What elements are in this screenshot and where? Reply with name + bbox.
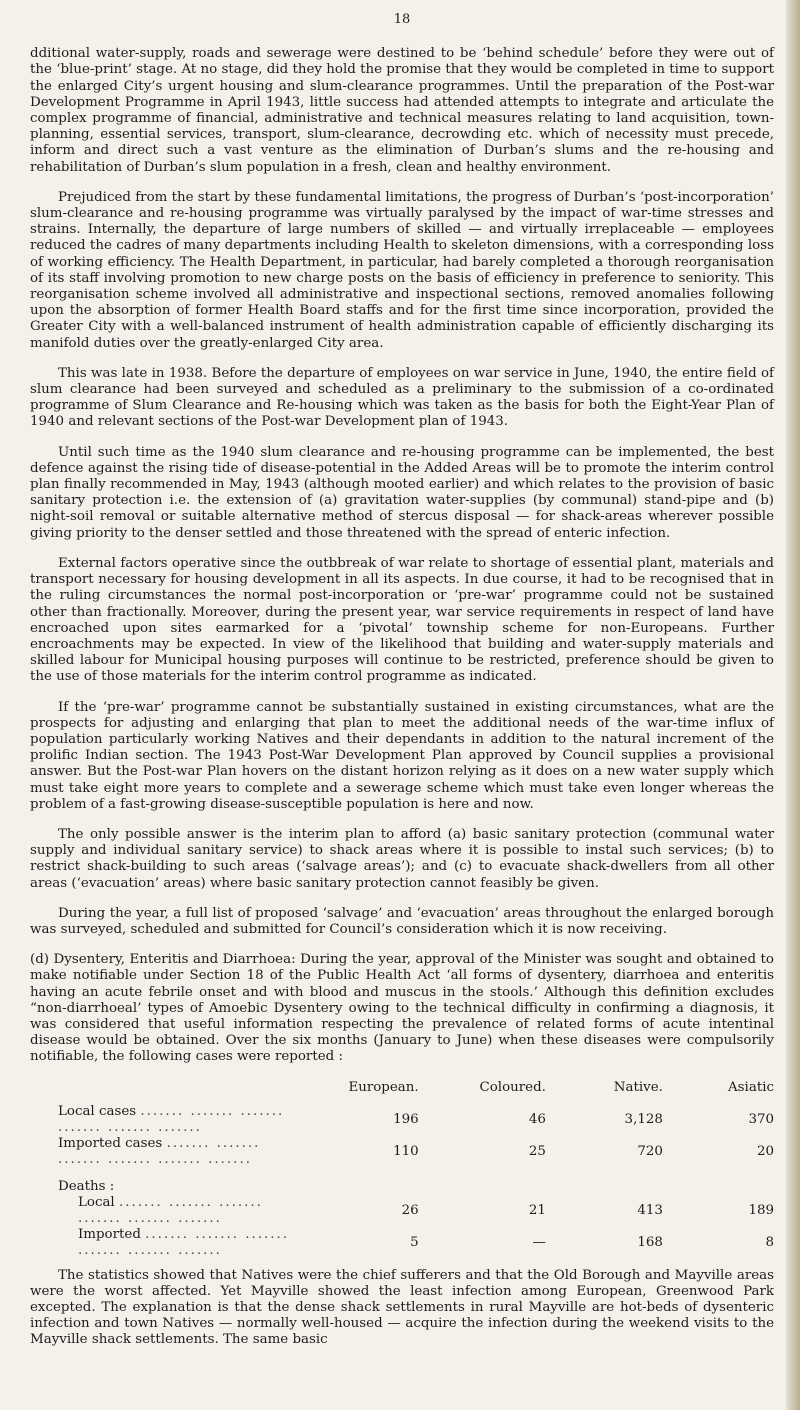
table-cell: 3,128 [624,1111,663,1127]
paragraph-3: This was late in 1938. Before the departure of employees on war service in June, 1940, the entire field of slum clearance had been surveyed and scheduled as a preliminary to the submission of a co-ordinated programme of Slum Clearance and Re-housing which was taken as the basis for both the Eight-Year Plan of 1940 and relevant sections of the Post-war Development plan of 1943. [30,365,774,430]
paragraph-1: dditional water-supply, roads and sewerage were destined to be ‘behind schedule’ before they were out of the ‘blue-print’ stage. At no stage, did they hold the promise that they would be completed in time to support the enlarged City’s urgent housing and slum-clearance programmes. Until the preparation of the Post-war Development Programme in April 1943, little success had attended attempts to integrate and articulate the complex programme of financial, administrative and technical measures relating to land acquisition, town-planning, essential services, transport, slum-clearance, decrowding etc. which of necessity must precede, inform and direct such a vast venture as the elimination of Durban’s slums and the re-housing and rehabilitation of Durban’s slum population in a fresh, clean and healthy environment. [30,46,774,175]
cases-table [30,1080,774,1260]
column-header-coloured: Coloured. [479,1079,546,1095]
leader-dots: ....... ....... ....... ....... ....... ....... [78,1194,263,1226]
row-label: Local [78,1194,115,1210]
page-edge-shadow [786,0,800,1410]
table-cell: 21 [528,1202,546,1218]
paragraph-2: Prejudiced from the start by these fundamental limitations, the progress of Durban’s ‘post-incorporation’ slum-clearance and re-housing programme was virtually paralysed by the impact of war-time stresses and strains. Internally, the departure of large numbers of skilled — and virtually irreplaceable — employees reduced the cadres of many departments including Health to skeleton dimensions, with a corresponding loss of working efficiency. The Health Department, in particular, had barely completed a thorough reorganisation of its staff involving promotion to new charge posts on the basis of efficiency in preference to seniority. This reorganisation scheme involved all administrative and inspectional sections, removed anomalies following upon the absorption of former Health Board staffs and for the first time since incorporation, provided the Greater City with a well-balanced instrument of health administration capable of efficiently discharging its manifold duties over the greatly-enlarged City area. [30,189,774,351]
table-cell: 168 [637,1235,663,1251]
paragraph-5: External factors operative since the outbbreak of war relate to shortage of essential plant, materials and transport necessary for housing development in all its aspects. In due course, it had to be recognised that in the ruling circumstances the normal post-incorporation or ‘pre-war’ programme could not be sustained other than fractionally. Moreover, during the present year, war service requirements in respect of land have encroached upon sites earmarked for a ‘pivotal’ township scheme for non-Europeans. Further encroachments may be expected. In view of the likelihood that building and water-supply materials and skilled labour for Municipal housing purposes will continue to be restricted, preference should be given to the use of those materials for the interim control programme as indicated. [30,555,774,685]
table-row-imported-cases [30,1136,774,1168]
table-cell: 26 [401,1202,419,1218]
leader-dots: ....... ....... ....... ....... ....... ....... [78,1227,290,1259]
paragraph-4: Until such time as the 1940 slum clearance and re-housing programme can be implemented, the best defence against the rising tide of disease-potential in the Added Areas will be to promote the interim control plan finally recommended in May, 1943 (although mooted earlier) and which relates to the provision of basic sanitary protection i.e. the extension of (a) gravitation water-supplies (by communal) stand-pipe and (b) night-soil removal or suitable alternative method of stercus disposal — for shack-areas wherever possible giving priority to the denser settled and those threatened with the spread of enteric infection. [30,444,774,541]
table-cell: 413 [637,1202,663,1218]
table-cell: 8 [765,1235,774,1251]
table-cell: 5 [410,1235,419,1251]
paragraph-6: If the ‘pre-war’ programme cannot be substantially sustained in existing circumstances, what are the prospects for adjusting and enlarging that plan to meet the additional needs of the war-time influx of population particularly working Natives and their dependants in addition to the natural increment of the prolific Indian section. The 1943 Post-War Development Plan approved by Council supplies a provisional answer. But the Post-war Plan hovers on the distant horizon relying as it does on a new water supply which must take eight more years to complete and a sewerage scheme which must take even longer whereas the problem of a fast-growing disease-susceptible population is here and now. [30,699,774,812]
table-cell: 196 [393,1111,419,1127]
column-header-asiatic: Asiatic [728,1079,774,1095]
row-label: Local cases [58,1103,137,1119]
table-header-row [30,1080,774,1104]
table-cell: 189 [748,1202,774,1218]
table-row-deaths-local [30,1195,774,1227]
table-cell: 25 [528,1144,546,1160]
leader-dots: ....... ....... ....... ....... ....... ....... [58,1136,261,1168]
table-cell: 20 [756,1144,774,1160]
column-header-european: European. [348,1079,419,1095]
paragraph-dysentery: (d) Dysentery, Enteritis and Diarrhoea: During the year, approval of the Minister was sought and obtained to make notifiable under Section 18 of the Public Health Act ‘all forms of dysentery, diarrhoea and enteritis having an acute febrile onset and with blood and muscus in the stools.’ Although this definition excludes “non-diarrhoeal’ types of Amoebic Dysentery owing to the technical difficulty in confirming a diagnosis, it was considered that useful information respecting the prevalence of related forms of acute intentinal disease would be obtained. Over the six months (January to June) when these diseases were compulsorily notifiable, the following cases were reported : [30,952,774,1065]
table-row-local-cases [30,1104,774,1136]
table-row-deaths-heading [30,1179,774,1195]
table-row-deaths-imported [30,1227,774,1259]
document-page [30,0,774,1363]
paragraph-7: The only possible answer is the interim plan to afford (a) basic sanitary protection (communal water supply and individual sanitary service) to shack areas where it is possible to instal such services; (b) to restrict shack-building to such areas (‘salvage areas’); and (c) to evacuate shack-dwellers from all other areas (‘evacuation’ areas) where basic sanitary protection cannot feasibly be given. [30,826,774,891]
table-cell: 370 [748,1111,774,1127]
table-cell: — [532,1235,546,1251]
page-number: 18 [393,12,411,27]
paragraph-8: During the year, a full list of proposed ‘salvage’ and ‘evacuation’ areas throughout the enlarged borough was surveyed, scheduled and submitted for Council’s consideration which it is now receiving. [30,905,774,937]
leader-dots: ....... ....... ....... ....... ....... ....... [58,1103,285,1135]
table-cell: 720 [637,1144,663,1160]
row-label: Imported [78,1227,141,1243]
column-header-native: Native. [613,1079,663,1095]
row-label: Imported cases [58,1136,163,1152]
deaths-heading: Deaths : [58,1178,115,1194]
table-cell: 46 [528,1111,546,1127]
paragraph-closing: The statistics showed that Natives were the chief sufferers and that the Old Borough and Mayville areas were the worst affected. Yet Mayville showed the least infection among European, Greenwood Park excepted. The explanation is that the dense shack settlements in rural Mayville are hot-beds of dysenteric infection and town Natives — normally well-housed — acquire the infection during the weekend visits to the Mayville shack settlements. The same basic [30,1267,774,1348]
table-cell: 110 [393,1144,419,1160]
